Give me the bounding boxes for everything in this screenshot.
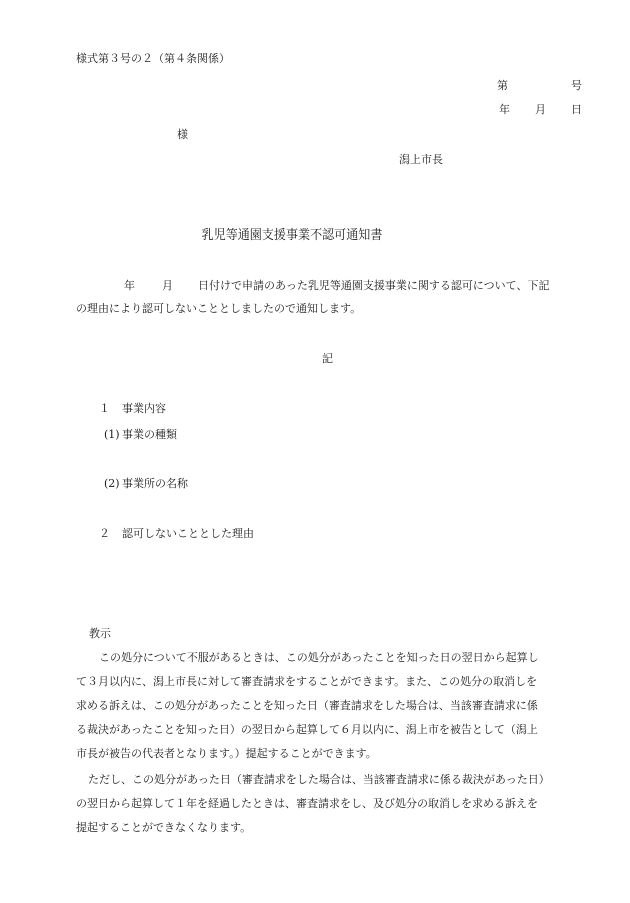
notice-para2-line: 提起することができなくなります。 [76, 821, 252, 834]
notice-para2-line: ただし、この処分があった日（審査請求をした場合は、当該審査請求に係る裁決があった日） [88, 773, 550, 786]
notice-para1-line: て３月以内に、潟上市長に対して審査請求をすることができます。また、この処分の取消しを [76, 675, 538, 688]
issuer-name: 潟上市長 [399, 153, 443, 166]
document-title: 乳児等通園支援事業不認可通知書 [201, 228, 383, 243]
notice-para1-line: る裁決があったことを知った日）の翌日から起算して６月以内に、潟上市を被告として（潟上 [76, 723, 538, 736]
sub2-number: (2) [104, 477, 120, 490]
form-number: 様式第３号の２（第４条関係） [76, 52, 230, 65]
notice-para1-line: 市長が被告の代表者となります。）提起することができます。 [76, 747, 377, 760]
date-year: 年 [499, 103, 510, 116]
sub2-label: 事業所の名称 [122, 477, 188, 490]
intro-line2: の理由により認可しないこととしましたので通知します。 [76, 302, 362, 315]
notice-para2-line: の翌日から起算して１年を経過したときは、審査請求をし、及び処分の取消しを求める訴えを [76, 797, 538, 810]
item1-number: １ [99, 402, 110, 415]
intro-year: 年 [124, 279, 135, 292]
item2-number: ２ [99, 527, 110, 540]
doc-number-suffix: 号 [571, 79, 582, 92]
notice-para1-line: この処分について不服があるときは、この処分があったことを知った日の翌日から起算し [99, 651, 539, 664]
intro-month: 月 [162, 279, 173, 292]
intro-line1: 日付けで申請のあった乳児等通園支援事業に関する認可について、下記 [198, 279, 550, 292]
notice-para1-line: 求める訴えは、この処分があったことを知った日（審査請求をした場合は、当該審査請求に係 [76, 699, 538, 712]
date-day: 日 [571, 103, 582, 116]
date-month: 月 [535, 103, 546, 116]
sub1-number: (1) [104, 428, 120, 441]
doc-number-prefix: 第 [497, 79, 508, 92]
sub1-label: 事業の種類 [122, 428, 177, 441]
item2-label: 認可しないこととした理由 [122, 527, 254, 540]
item1-label: 事業内容 [122, 402, 166, 415]
notice-heading: 教示 [89, 627, 111, 640]
addressee-suffix: 様 [177, 128, 188, 141]
ki-marker: 記 [322, 352, 333, 365]
